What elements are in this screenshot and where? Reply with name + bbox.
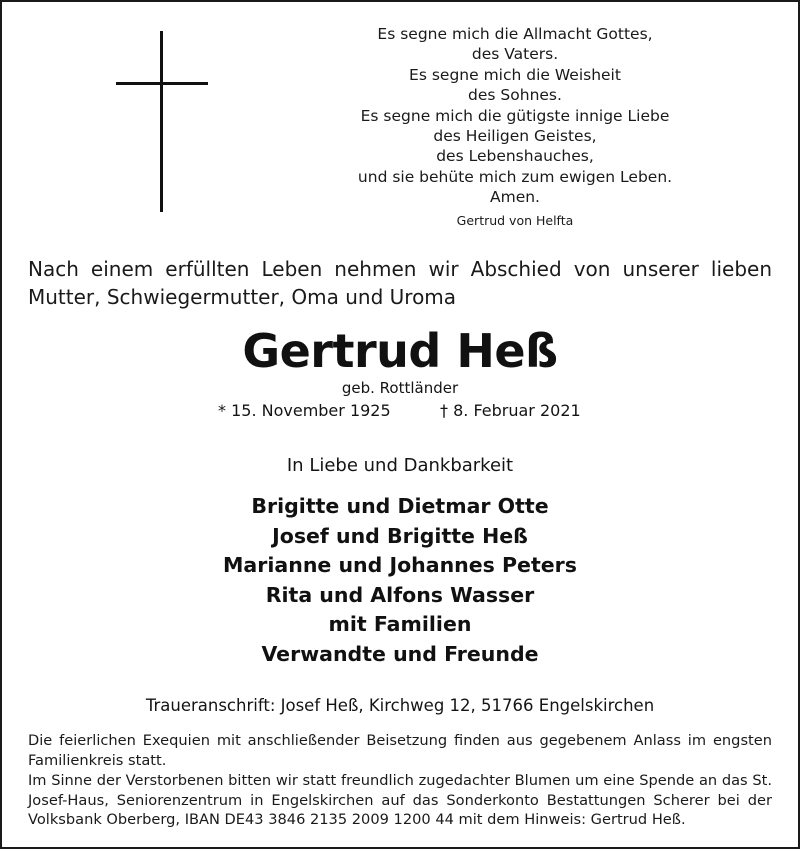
mourner: Marianne und Johannes Peters (223, 553, 577, 577)
mourning-address: Traueranschrift: Josef Heß, Kirchweg 12, 51766 Engelskirchen (145, 696, 655, 715)
mourner: Rita und Alfons Wasser (265, 582, 535, 607)
poem-line: des Lebenshauches, (436, 147, 594, 166)
mourners-list (0, 492, 800, 669)
birth-name: geb. Rottländer (341, 379, 459, 397)
poem-line: Es segne mich die gütigste innige Liebe (360, 106, 670, 125)
poem-line: des Heiligen Geistes, (433, 127, 597, 146)
poem-line: Es segne mich die Allmacht Gottes, (377, 25, 653, 43)
mourner: mit Familien (328, 612, 472, 636)
death-date: † 8. Februar 2021 (440, 401, 581, 420)
poem (330, 24, 700, 230)
mourner: Verwandte und Freunde (261, 641, 539, 666)
donation-info: Im Sinne der Verstorbenen bitten wir statt freundlich zugedachter Blumen um eine Spende an das St. Josef-Haus, Seniorenzentrum in Engelskirchen auf das Sonderkonto Bestattungen Scherer bei der Volksbank Oberberg, IBAN DE43 3846 2135 2009 1200 44 mit dem Hinweis: Gertrud Heß. (28, 772, 772, 828)
mourner: Josef und Brigitte Heß (272, 523, 528, 548)
funeral-info: Die feierlichen Exequien mit anschließender Beisetzung finden aus gegebenem Anlass im engsten Familienkreis statt. (28, 732, 772, 769)
intro-text: Nach einem erfüllten Leben nehmen wir Abschied von unserer lieben Mutter, Schwiegermutter, Oma und Uroma (28, 257, 772, 309)
mourner: Brigitte und Dietmar Otte (251, 494, 549, 518)
deceased-name: Gertrud Heß (242, 324, 558, 378)
poem-line: des Sohnes. (468, 86, 562, 105)
birth-date: * 15. November 1925 (218, 401, 391, 420)
poem-author: Gertrud von Helfta (456, 212, 574, 228)
poem-line: Amen. (490, 188, 540, 207)
poem-line: des Vaters. (471, 45, 559, 64)
poem-line: und sie behüte mich zum ewigen Leben. (357, 167, 673, 186)
poem-line: Es segne mich die Weisheit (409, 65, 621, 84)
thanks-line: In Liebe und Dankbarkeit (286, 455, 514, 476)
